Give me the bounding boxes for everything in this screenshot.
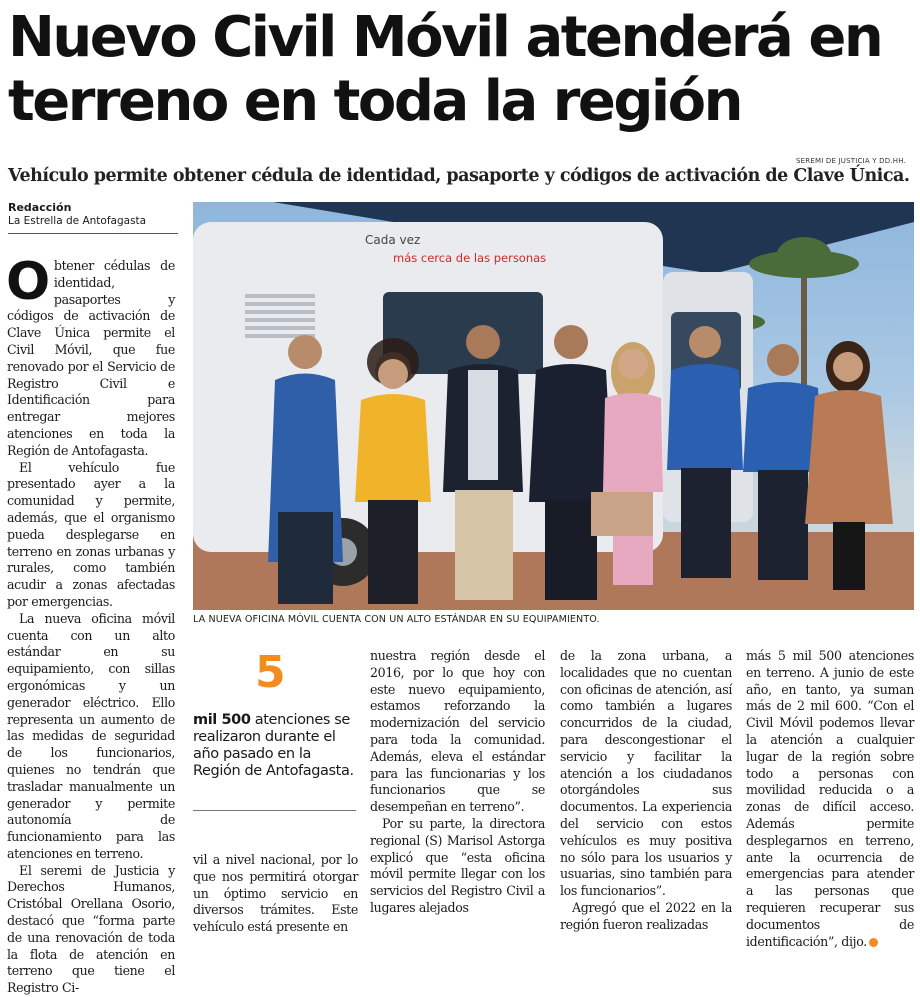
paragraph: Por su parte, la directora regional (S) Marisol Astorga explicó que “esta oficina móvil permite llegar con los servicios del Registro Civil a lugares alejados [370,815,545,915]
paragraph: El vehículo fue presentado ayer a la comunidad y permite, además, que el organismo pueda desplegarse en terreno en zonas urbanas y rurales, como también acudir a zonas afectadas por emergencias. [7,459,175,609]
photo-illustration [193,202,914,610]
stat-rest: atenciones se realizaron durante el año pasado en la Región de Antofagasta. [193,712,354,779]
byline-outlet: La Estrella de Antofagasta [8,215,147,227]
article-column-1 [6,252,175,997]
closing-paragraph-text: más 5 mil 500 atenciones en terreno. A junio de este año, en tanto, ya suman más de 2 mil 600. “Con el Civil Móvil podemos llevar la atención a cualquier lugar de la región sobre todo a personas con movilidad reducida o a zonas de difícil acceso. Además permite desplegarnos en terreno, ante la ocurrencia de emergencias para atender a las personas que requieren recuperar sus documentos de identificación”, dijo. [746,648,914,949]
paragraph: vil a nivel nacional, por lo que nos permitirá otorgar un óptimo servicio en diversos trámites. Este vehículo está presente en [193,852,358,935]
van-text-1: Cada vez [365,233,421,247]
van-text-2: más cerca de las personas [393,251,547,265]
article-column-3 [370,648,545,917]
stat-number: 5 [255,647,286,698]
paragraph: La nueva oficina móvil cuenta con un alto estándar en su equipamiento, con sillas ergonómicas y un generador eléctrico. Ello representa un aumento de las medidas de seguridad de los funcionarios, quienes no tendrán que trasladar manualmente un generador y permite autonomía de funcionamiento para las atenciones en terreno. [7,610,175,861]
end-mark-icon [869,938,878,947]
paragraph: Agregó que el 2022 en la región fueron realizadas [560,899,732,932]
drop-cap: O [6,252,50,312]
paragraph [746,648,914,950]
subheadline: Vehículo permite obtener cédula de identidad, pasaporte y códigos de activación de Clave Única. [8,166,910,186]
article-column-4 [560,648,732,934]
article-column-2 [193,852,358,936]
stat-text [193,712,356,780]
lead-paragraph [6,252,175,460]
paragraph: El seremi de Justicia y Derechos Humanos, Cristóbal Orellana Osorio, destacó que “forma parte de una renovación de toda la flota de atención en terreno que tiene el Registro Ci- [7,862,175,996]
article-photo [193,202,914,610]
headline: Nuevo Civil Móvil atenderá en terreno en toda la región [8,5,882,134]
paragraph: nuestra región desde el 2016, por lo que hoy con este nuevo equipamiento, estamos reforzando la modernización del servicio para toda la comunidad. Además, eleva el estándar para las funcionarias y los funcionarios que se desempeñan en terreno”. [370,648,545,815]
stat-divider [193,810,356,811]
stat-callout [193,648,356,780]
photo-credit: SEREMI DE JUSTICIA Y DD.HH. [796,157,906,165]
paragraph: de la zona urbana, a localidades que no cuentan con oficinas de atención, así como también a lugares concurridos de la ciudad, para descongestionar el servicio y facilitar la atención a los ciudadanos otorgándoles sus documentos. La experiencia del servicio con estos vehículos es muy positiva no sólo para los usuarios y usuarias, sino también para los funcionarios”. [560,648,732,899]
article-column-5 [746,648,914,950]
lead-paragraph-text: btener cédulas de identidad, pasaportes y códigos de activación de Clave Única permite el Civil Móvil, que fue renovado por el Servicio de Registro Civil e Identificación para entregar mejores atenciones en toda la Región de Antofagasta. [7,258,175,458]
byline [8,201,178,234]
gift-box [591,492,653,536]
byline-author: Redacción [8,201,72,214]
stat-bold: mil 500 [193,712,251,728]
photo-caption: LA NUEVA OFICINA MÓVIL CUENTA CON UN ALTO ESTÁNDAR EN SU EQUIPAMIENTO. [193,614,600,625]
